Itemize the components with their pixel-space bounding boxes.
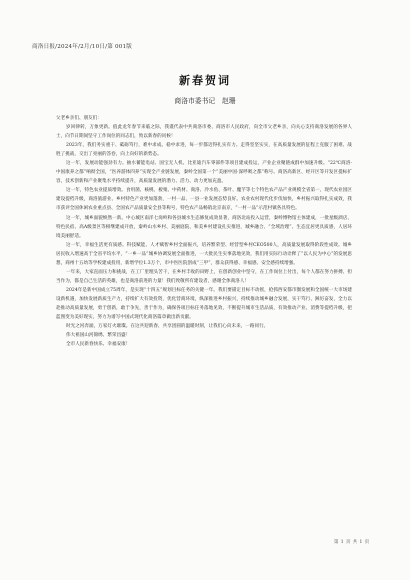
body-paragraph: 岁回律转，万象更新。值此龙年春节来临之际，我谨代表中共商洛市委、商洛市人民政府，向全市父老乡亲，向关心支持商洛发展的各界人士，向节日期间坚守工作岗位的同志们，致以新春的问候！ — [56, 125, 352, 140]
closing-line: 伟大祖国山河锦绣、繁荣昌盛！ — [66, 333, 131, 339]
body-paragraph: 这一年，幸福生活更有质感。科技赋能、人才赋智乡村全面振兴，培养繁荣型、经营型乡村CEO500人，高质量发展取得阶段性成效。城乡居民收入增速高于全省平均水平，“一乡一品”城乡协调发展全面推进，一大批民生实事落地见效，我们用实际行动诠释了“以人民为中心”的发展思想，商州十五幼等学校建成投用，新增学位1.3万个，市中医医院创成“三甲”，群众获得感、幸福感、安全感持续增强。 — [56, 242, 352, 266]
body-paragraph: 这一年，发展动能强劲有力。抽水蓄能电站、国宝无人机、比亚迪汽车零部件等项目建成投运，产业企业聚链成群中加速升级。“22℃商洛·中国康养之都”响彻全国，“医养游体四养”实现全产业链发展，秦岭全国第一个“美丽中国·深呼吸之都”称号。商洛高新区、经开区等开发区提标扩容，技术创新和产业聚集水平持续提升，高质量发展的潜力、活力、动力更加充盈。 — [56, 161, 352, 185]
body-paragraph: 时光之河奔涌，万家灯火璀璨。在这共迎新春、共享团圆的温暖时刻，让我们心向未来，一路同行。 — [66, 324, 269, 330]
body-paragraph: 一年来，大家直面压力和挑战，在工厂里埋头苦干，在乡村丰收的田野上，在创新创业中坚守，在工作岗位上付出，每个人都在努力拼搏、担当作为，都是自己生活的英雄，也是商洛前进的力量！我们致敬所有建设者，感谢全体商洛人！ — [56, 269, 352, 284]
body-paragraph: 2024年是新中国成立75周年，是实现“十四五”规划目标任务的关键一年。我们要锚定目标不动摇，抢抓西安都市圈发展和全国统一大市场建设新机遇，加快发展新质生产力，持续扩大有效投资，优化营商环境，纵深推进乡村振兴，持续推动城乡融合发展，实干笃行、踔厉奋发，全力以赴推动高质量发展，勇于创新，敢于争先，善于作为，确保各项目标任务落地见效，不断提升城市生活品质，有效推动产业、消费等提档升级，把蓝图变为美好现实，努力为谱写中国式现代化商洛篇章做出新贡献。 — [56, 287, 352, 321]
body-paragraph: 这一年，特色农业提质增效。食用菌、核桃、板栗、中药材、商洛、冷水鱼、茶叶、魔芋等七个特色农产品产业规模全省第一，现代农业园区建设提档升级，商洛旅游业、乡村特色产业更加蓬勃，一村一品、一县一业发展态势良好。农业农村现代化步伐加快，乡村振兴取得扎实成效，我市获评全国休闲农业重点县、全国农产品质量安全县等称号，特色农产品畅销北京南京，“一村一品”示范村镇各具特色。 — [56, 188, 352, 212]
article-title: 新春贺词 — [179, 74, 231, 87]
body-paragraph: 2023年，我们务实重干、砥砺笃行，难中求成、稳中求进，每一步都迈得扎实有力。走得坚坚实实，在高质量发展的征程上克服了困难、战胜了挑战，交出了亮丽的答卷，向上向好的新势态。 — [56, 143, 352, 158]
article-byline: 商洛市委书记 赵珊 — [174, 97, 236, 105]
closing-line: 全市人民新春快乐、幸福安康！ — [66, 342, 131, 348]
body-paragraph: 这一年，城乡面貌焕然一新。中心城区南洋七岗岭和各县城水生态修复成效显著，商洛北站投入运营，秦岭博物馆主体建成，一批星级酒店、特色民宿、高A级景区等相继建成开放，秦岭山水乡村、美丽庭院、和美乡村建设扎实推进，城乡融合、“全域治理”、生态宜居更具质感，人居环境美丽舒适。 — [56, 215, 352, 239]
article-body — [56, 114, 352, 349]
page-number: 第 1 页 共 1 页 — [334, 540, 370, 545]
publication-header: 商洛日报/2024年/2月/10日/第 001版 — [32, 44, 133, 50]
salutation: 父老乡亲们、朋友们： — [56, 116, 102, 121]
